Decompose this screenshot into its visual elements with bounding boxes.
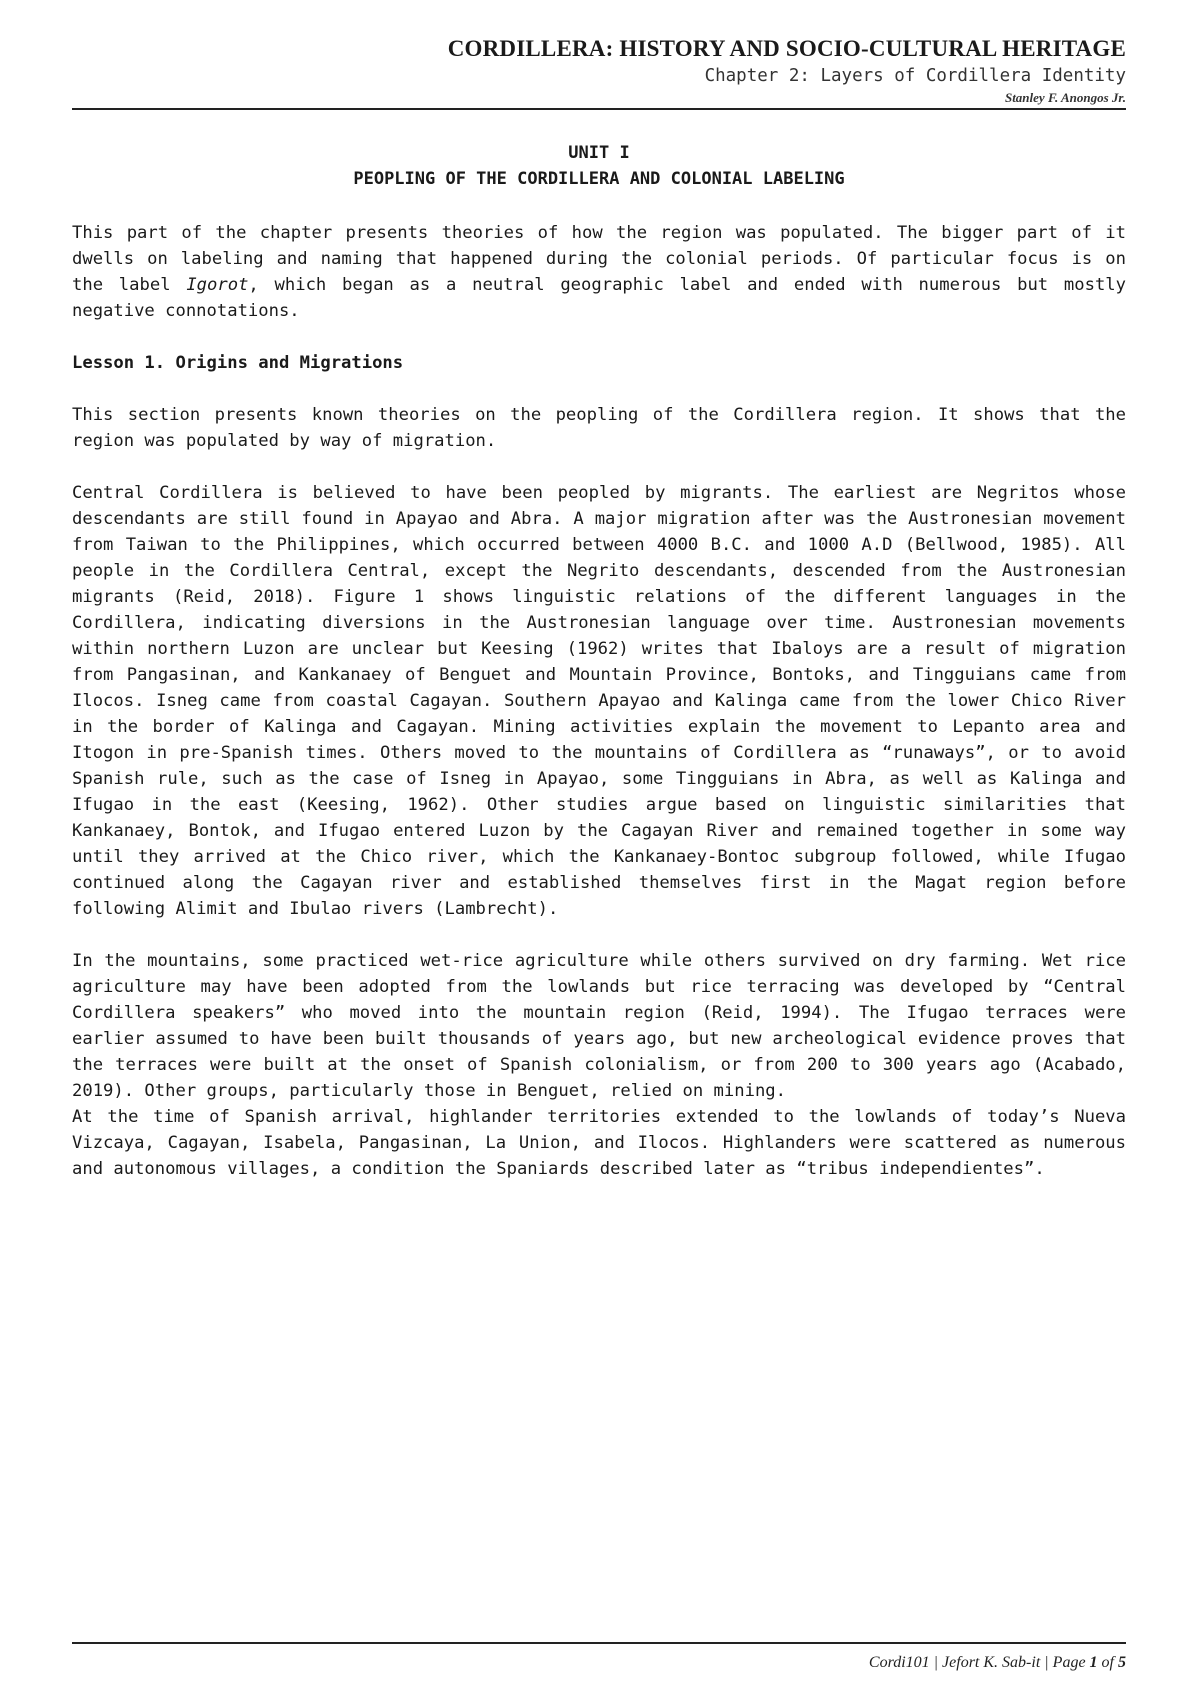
lesson-paragraph-4: At the time of Spanish arrival, highlander territories extended to the lowlands of today’s Nueva Vizcaya, Cagayan, Isabela, Pangasinan, La Union, and Ilocos. Highlanders were scattered as numerous and autonomous villages, a condition the Spaniards described later as “tribus independientes”.: [72, 1107, 1126, 1179]
header-author: Stanley F. Anongos Jr.: [1004, 90, 1126, 105]
lesson-paragraph-2: Central Cordillera is believed to have been peopled by migrants. The earliest are Negritos whose descendants are still found in Apayao and Abra. A major migration after was the Austronesian movement from Taiwan to the Philippines, which occurred between 4000 B.C. and 1000 A.D (Bellwood, 1985). All people in the Cordillera Central, except the Negrito descendants, descended from the Austronesian migrants (Reid, 2018). Figure 1 shows linguistic relations of the different languages in the Cordillera, indicating diversions in the Austronesian language over time. Austronesian movements within northern Luzon are unclear but Keesing (1962) writes that Ibaloys are a result of migration from Pangasinan, and Kankanaey of Benguet and Mountain Province, Bontoks, and Tingguians came from Ilocos. Isneg came from coastal Cagayan. Southern Apayao and Kalinga came from the lower Chico River in the border of Kalinga and Cagayan. Mining activities explain the movement to Lepanto area and Itogon in pre-Spanish times. Others moved to the mountains of Cordillera as “runaways”, or to avoid Spanish rule, such as the case of Isneg in Apayao, some Tingguians in Abra, as well as Kalinga and Ifugao in the east (Keesing, 1962). Other studies argue based on linguistic similarities that Kankanaey, Bontok, and Ifugao entered Luzon by the Cagayan River and remained together in some way until they arrived at the Chico river, which the Kankanaey-Bontoc subgroup followed, while Ifugao continued along the Cagayan river and established themselves first in the Magat region before following Alimit and Ibulao rivers (Lambrecht).: [72, 483, 1126, 919]
intro-paragraph: [72, 220, 1126, 324]
intro-text-before: This part of the chapter presents theories of how the region was populated. The bigger part of it dwells on labeling and naming that happened during the colonial periods. Of particular focus is on the label: [72, 223, 1126, 295]
footer-separator: |: [1044, 1654, 1049, 1671]
unit-title: PEOPLING OF THE CORDILLERA AND COLONIAL LABELING: [353, 169, 845, 189]
intro-term: Igorot: [186, 275, 249, 295]
page-header: [72, 34, 1126, 110]
footer-separator: |: [933, 1654, 939, 1671]
footer-page-current: 1: [1089, 1654, 1098, 1671]
lesson-paragraph-1: This section presents known theories on the peopling of the Cordillera region. It shows that the region was populated by way of migration.: [72, 405, 1126, 451]
lesson-paragraph-3: In the mountains, some practiced wet-rice agriculture while others survived on dry farming. Wet rice agriculture may have been adopted from the lowlands but rice terracing was developed by “Central Cordillera speakers” who moved into the mountain region (Reid, 1994). The Ifugao terraces were earlier assumed to have been built thousands of years ago, but new archeological evidence proves that the terraces were built at the onset of Spanish colonialism, or from 200 to 300 years ago (Acabado, 2019). Other groups, particularly those in Benguet, relied on mining.: [72, 951, 1126, 1101]
book-title: CORDILLERA: HISTORY AND SOCIO-CULTURAL HERITAGE: [447, 36, 1126, 61]
footer-page-label: Page: [1052, 1654, 1086, 1671]
chapter-title: Chapter 2: Layers of Cordillera Identity: [704, 66, 1126, 86]
unit-heading: [72, 140, 1126, 192]
lesson-heading: Lesson 1. Origins and Migrations: [72, 353, 404, 373]
intro-text-after: , which began as a neutral geographic label and ended with numerous but mostly negative connotations.: [72, 275, 1127, 321]
footer-author: Jefort K. Sab-it: [942, 1654, 1041, 1671]
footer-page-total: 5: [1118, 1654, 1126, 1671]
document-page: [72, 34, 1126, 1674]
unit-label: UNIT I: [568, 143, 630, 163]
footer-course: Cordi101: [868, 1654, 930, 1671]
page-footer: [72, 1642, 1126, 1672]
footer-of-label: of: [1101, 1654, 1114, 1671]
